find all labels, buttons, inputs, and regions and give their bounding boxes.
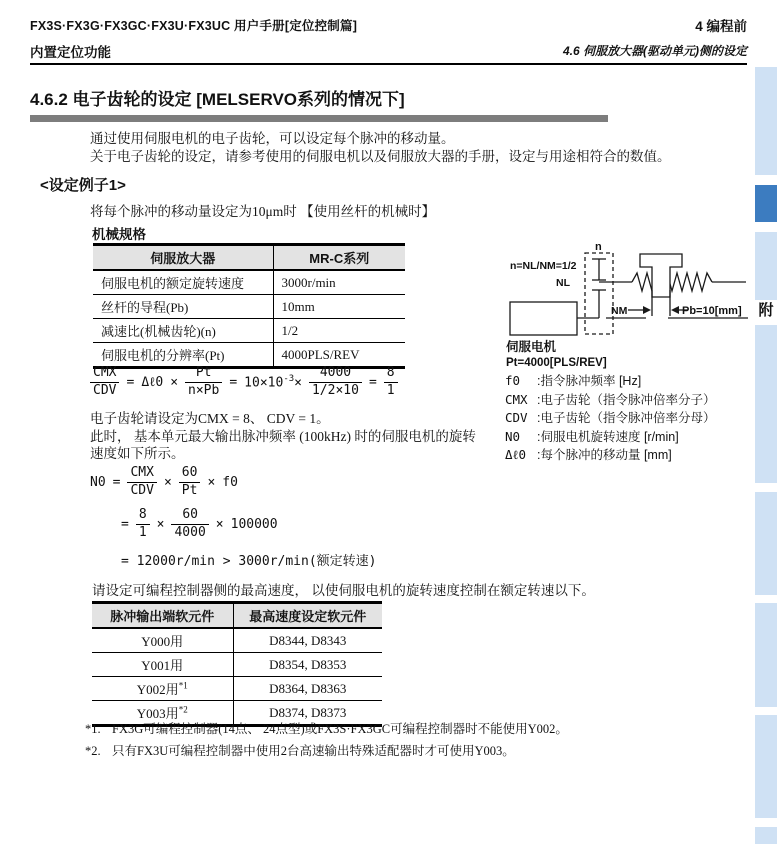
table-row [92,628,382,653]
section-heading: 4.6.2 电子齿轮的设定 [MELSERVO系列的情况下] [30,90,405,109]
gear-ratio-label: n=NL/NM=1/2 [510,260,577,272]
appendix-tab-label: 附 [758,302,774,319]
side-tab-active [755,185,777,222]
gear-count-label: n [595,241,602,253]
intro-line-2: 关于电子齿轮的设定，请参考使用的伺服电机以及伺服放大器的手册，设定与用途相符合的数值。 [90,148,671,164]
speed-formula-line-2: = $\frac{8}{1}$ × $\frac{60}{4000}$ × 100000 [121,506,278,540]
intro-paragraph [90,130,671,165]
electronic-gear-formula: $\frac{\text{CMX}}{\text{CDV}}$ = Δℓ0 × $\frac{Pt}{n\times Pb}$ = $10\times 10^{-3}\times$ $\frac{4000}{1/2\times 10}$ = $\frac{8}{1}$ [90,364,398,400]
device-cell: Y003用$^{*2}$ [92,701,233,726]
intro-line-1: 通过使用伺服电机的电子齿轮，可以设定每个脉冲的移动量。 [90,131,455,146]
register-cell: D8374, D8373 [269,704,347,720]
fraction: $\frac{Pt}{n\times Pb}$ [185,366,222,399]
example-description: 将每个脉冲的移动量设定为10μm时 【使用丝杆的机械时】 [90,204,436,219]
device-table-header-cell: 最高速度设定软元件 [233,603,382,629]
speed-formula-result: = 12000r/min > 3000r/min(额定转速) [121,553,377,569]
side-tab-3 [755,232,777,300]
side-tab-5 [755,492,777,595]
device-table [92,601,382,727]
legend-item: CMX :电子齿轮（指令脉冲倍率分子） [505,391,716,407]
table-row [92,653,382,677]
fraction: $\frac{4000}{1/2\times 10}$ [309,366,362,399]
legend-item: f0 :指令脉冲频率 [Hz] [505,373,642,388]
device-table-header-row [92,603,382,629]
formula-legend [505,372,715,465]
footnotes [85,718,568,762]
example-heading: <设定例子1> [40,177,126,194]
footnote [85,740,568,762]
device-table-header-cell: 脉冲输出端软元件 [92,603,233,629]
spec-value-cell: 3000r/min [273,270,405,295]
footnote [85,718,568,740]
pb-label: Pb=10[mm] [682,305,742,317]
footnote-marker: *1. [85,722,101,736]
side-tab-1 [755,67,777,175]
register-cell: D8364, D8363 [233,677,382,701]
section-label: 4.6 伺服放大器(驱动单元)侧的设定 [562,44,747,58]
register-cell: D8344, D8343 [233,628,382,653]
manual-subtitle: 内置定位功能 [30,45,111,60]
speed-formula [90,466,377,578]
legend-item: CDV :电子齿轮（指令脉冲倍率分母） [505,410,716,425]
spec-value-cell: 10mm [273,295,405,319]
header-rule [30,63,747,65]
motor-label: 伺服电机 [506,340,557,354]
side-tab-6 [755,603,777,707]
side-tab-4 [755,325,777,483]
side-tab-7 [755,715,777,818]
spec-table-header-row [93,245,405,271]
manual-title: FX3S·FX3G·FX3GC·FX3U·FX3UC 用户手册[定位控制篇] [30,19,358,33]
spec-value-cell: 4000PLS/REV [281,346,360,362]
spec-name-cell: 减速比(机械齿轮)(n) [93,319,273,343]
mechanism-diagram [498,238,753,374]
spec-name-cell: 伺服电机的额定旋转速度 [93,270,273,295]
footnote-marker: *2. [85,744,101,758]
gear-setting-note: 电子齿轮请设定为CMX = 8、 CDV = 1。 此时， 基本单元最大输出脉冲频率 (100kHz) 时的伺服电机的旋转 速度如下所示。 [90,411,476,461]
speed-formula-line-1: N0 = $\frac{\text{CMX}}{\text{CDV}}$ × $\frac{60}{Pt}$ × f0 [90,465,238,498]
table-row [92,677,382,701]
register-cell: D8354, D8353 [233,653,382,677]
spec-name-cell: 丝杆的导程(Pb) [93,295,273,319]
spec-value-cell: 1/2 [273,319,405,343]
section-title-bar [30,115,608,122]
spec-table-caption: 机械规格 [92,227,146,242]
fraction: $\frac{\text{CMX}}{\text{CDV}}$ [90,366,119,399]
nl-label: NL [556,277,570,289]
device-cell: Y000用 [92,628,233,653]
servo-motor-shape [510,302,577,335]
chapter-label: 4 编程前 [695,19,747,34]
delta-l0: Δℓ0 [141,375,164,390]
speed-limit-note: 请设定可编程控制器侧的最高速度， 以使伺服电机的旋转速度控制在额定转速以下。 [92,583,595,598]
table-row [93,319,405,343]
table-row [93,295,405,319]
footnote-text: FX3G可编程控制器(14点、 24点型)或FX3S·FX3GC可编程控制器时不能使用Y002。 [112,722,568,736]
nm-label: NM [611,305,628,317]
side-tab-8 [755,827,777,844]
spec-table-header-cell: 伺服放大器 [93,245,273,271]
spec-name-cell: 伺服电机的分辨率(Pt) [93,343,273,368]
spec-table-header-cell: MR-C系列 [273,245,405,271]
device-cell: Y001用 [92,653,233,677]
footnote-text: 只有FX3U可编程控制器中使用2台高速输出特殊适配器时才可使用Y003。 [112,744,515,758]
device-cell: Y002用$^{*1}$ [92,677,233,701]
table-row [93,270,405,295]
fraction: $\frac{8}{1}$ [384,366,398,399]
spec-table [93,243,405,369]
legend-item: Δℓ0 :每个脉冲的移动量 [mm] [505,447,672,462]
coefficient: $10\times 10^{-3}\times$ [244,373,302,391]
motor-resolution-label: Pt=4000[PLS/REV] [506,357,607,369]
legend-item: N0 :伺服电机旋转速度 [r/min] [505,428,679,444]
